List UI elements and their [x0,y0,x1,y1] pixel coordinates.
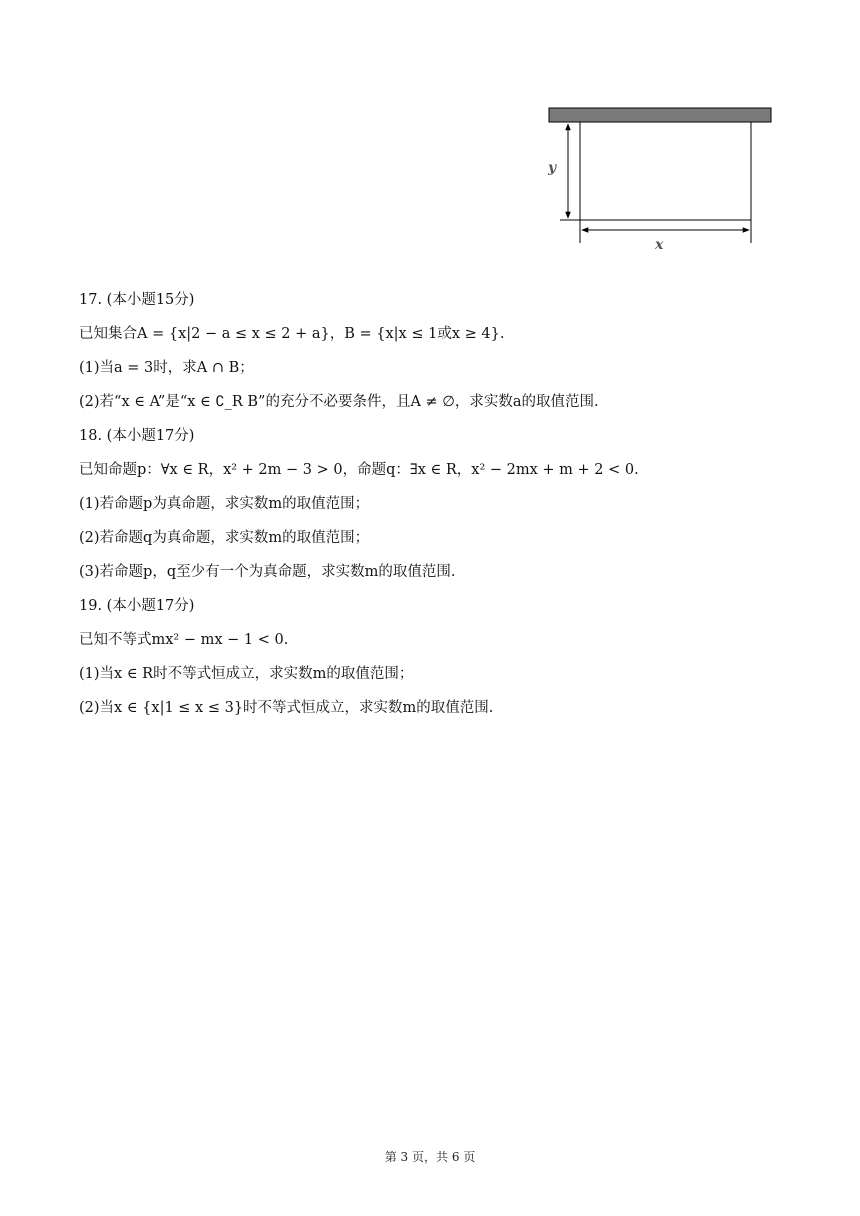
question-line: 已知不等式mx² − mx − 1 < 0. [79,632,289,648]
question-line: (3)若命题p，q至少有一个为真命题，求实数m的取值范围. [79,564,456,580]
question-line: (2)当x ∈ {x|1 ≤ x ≤ 3}时不等式恒成立，求实数m的取值范围. [79,700,494,716]
question-header: 19. (本小题17分) [79,598,195,614]
questions-content [79,283,799,725]
rectangle-diagram [540,100,780,260]
question-18 [79,419,799,589]
question-19 [79,589,799,725]
y-label: y [548,160,557,176]
question-line: (2)若命题q为真命题，求实数m的取值范围； [79,530,370,546]
question-line: (1)若命题p为真命题，求实数m的取值范围； [79,496,370,512]
page-footer: 第 3 页，共 6 页 [384,1150,476,1164]
rectangle-figure [540,100,780,260]
question-header: 17. (本小题15分) [79,292,195,308]
question-line: 已知命题p：∀x ∈ R，x² + 2m − 3 > 0，命题q：∃x ∈ R，x² − 2mx + m + 2 < 0. [79,462,639,478]
question-line: (1)当x ∈ R时不等式恒成立，求实数m的取值范围； [79,666,414,682]
x-label: x [655,237,664,253]
question-17 [79,283,799,419]
question-line: (1)当a = 3时，求A ∩ B； [79,360,254,376]
question-line: 已知集合A = {x|2 − a ≤ x ≤ 2 + a}，B = {x|x ≤ 1或x ≥ 4}. [79,326,505,342]
wall-bar [549,108,771,122]
question-line: (2)若“x ∈ A”是“x ∈ ∁_R B”的充分不必要条件，且A ≠ ∅，求实数a的取值范围. [79,394,599,410]
question-header: 18. (本小题17分) [79,428,195,444]
